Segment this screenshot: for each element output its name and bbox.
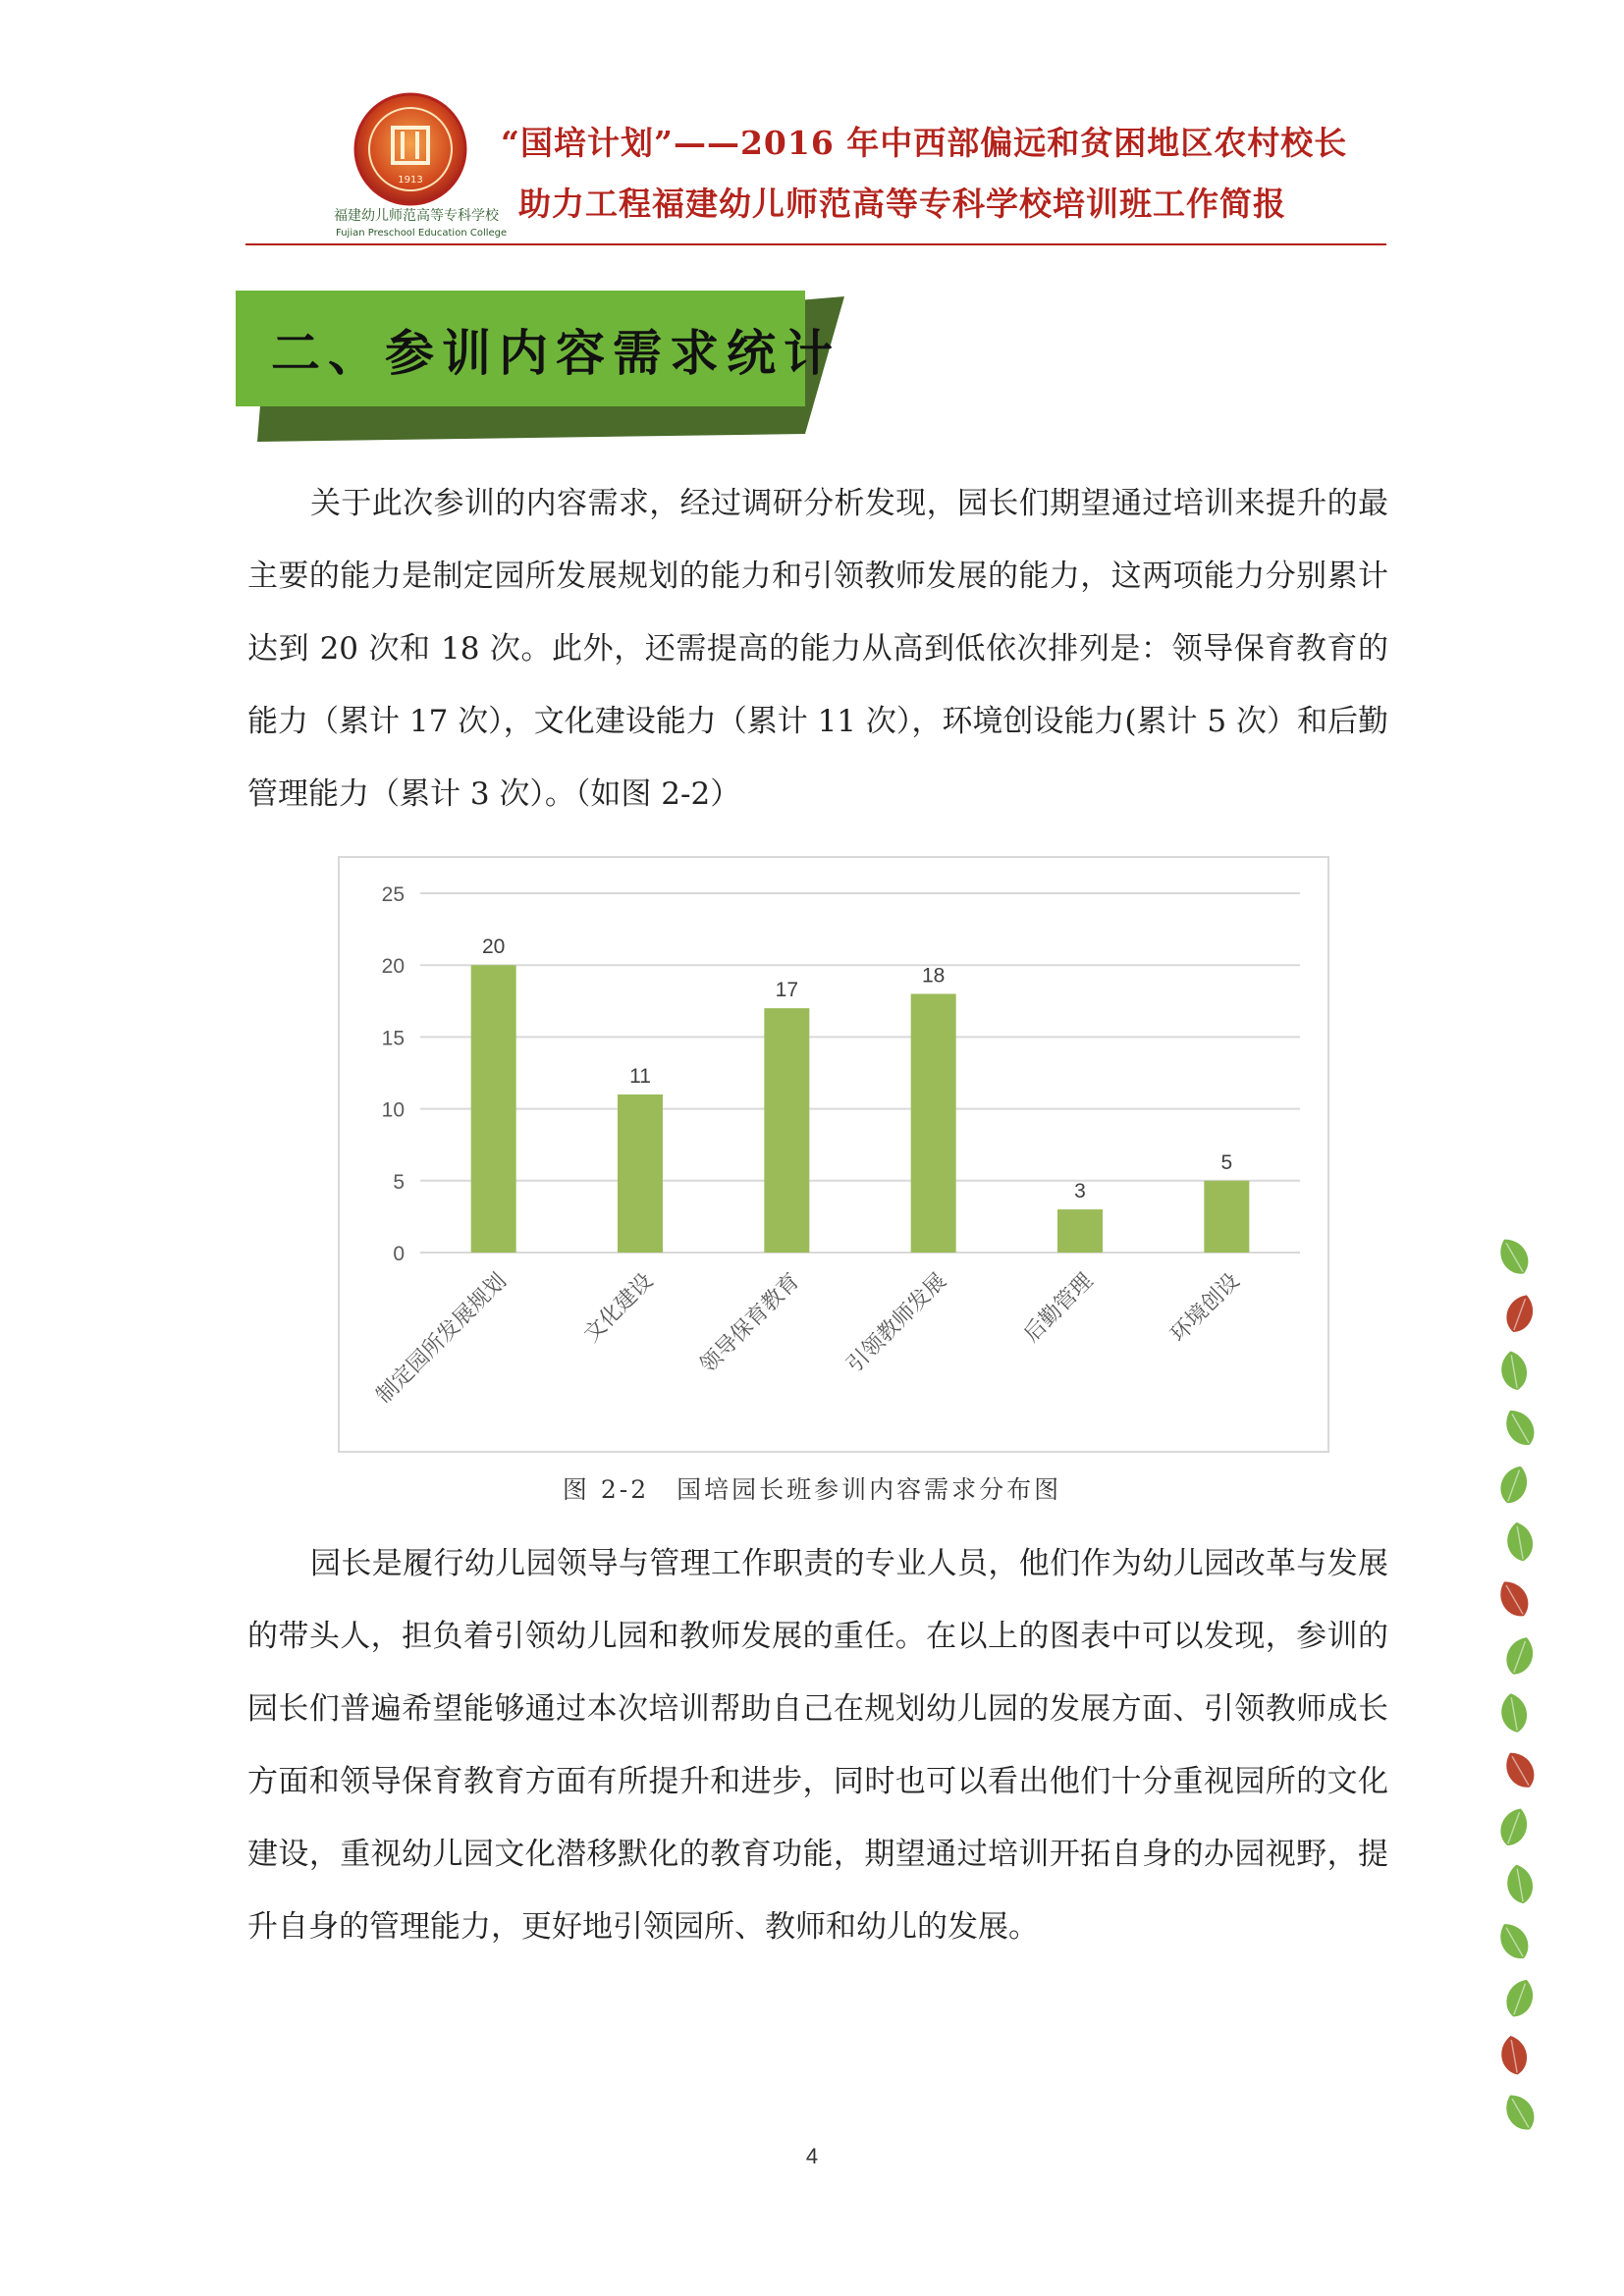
- bar: [1204, 1181, 1249, 1253]
- section-title: 二、参训内容需求统计: [271, 324, 840, 382]
- data-label: 20: [481, 935, 506, 959]
- x-tick-label: 后勤管理: [1019, 1268, 1099, 1348]
- intro-paragraph: [247, 467, 1388, 830]
- header-divider: [245, 243, 1386, 245]
- x-tick-label: 领导保育教育: [695, 1268, 805, 1378]
- bar-chart: [338, 856, 1329, 1453]
- y-tick-label: 0: [393, 1243, 405, 1265]
- bar: [618, 1095, 663, 1253]
- data-label: 3: [1074, 1180, 1086, 1203]
- y-tick-label: 15: [381, 1027, 405, 1050]
- chart-caption: 图 2-2 国培园长班参训内容需求分布图: [562, 1475, 1062, 1504]
- data-label: 17: [775, 979, 799, 1002]
- analysis-paragraph-text: 园长是履行幼儿园领导与管理工作职责的专业人员，他们作为幼儿园改革与发展的带头人，担负着引领幼儿园和教师发展的重任。在以上的图表中可以发现，参训的园长们普遍希望能够通过本次培训帮助自己在规划幼儿园的发展方面、引领教师成长方面和领导保育教育方面有所提升和进步，同时也可以看出他们十分重视园所的文化建设，重视幼儿园文化潜移默化的教育功能，期望通过培训开拓自身的办园视野，提升自身的管理能力，更好地引领园所、教师和幼儿的发展。: [247, 1546, 1388, 1945]
- header-title-line2: 助力工程福建幼儿师范高等专科学校培训班工作简报: [518, 185, 1286, 223]
- data-label: 11: [629, 1064, 651, 1088]
- x-tick-label: 制定园所发展规划: [371, 1268, 512, 1409]
- y-tick-label: 10: [381, 1098, 405, 1122]
- data-label: 18: [921, 964, 946, 988]
- school-logo: [245, 88, 511, 245]
- leaf-decoration: [1483, 1237, 1561, 2150]
- page-header: [245, 88, 1384, 245]
- svg-text:1913: 1913: [398, 175, 423, 186]
- header-title-line1: “国培计划”——2016 年中西部偏远和贫困地区农村校长: [501, 124, 1348, 162]
- bar-chart-svg: [340, 858, 1327, 1451]
- x-tick-label: 环境创设: [1165, 1268, 1245, 1348]
- page-number: 4: [805, 2144, 819, 2168]
- data-label: 5: [1220, 1150, 1233, 1174]
- bar: [471, 965, 516, 1253]
- leaf-icon: [1493, 1237, 1535, 1280]
- svg-text:Fujian Preschool Education Col: Fujian Preschool Education College: [336, 228, 508, 239]
- bar: [1057, 1209, 1103, 1253]
- x-tick-label: 引领教师发展: [841, 1268, 951, 1378]
- section-banner: [236, 287, 844, 444]
- intro-paragraph-text: 关于此次参训的内容需求，经过调研分析发现，园长们期望通过培训来提升的最主要的能力是制定园所发展规划的能力和引领教师发展的能力，这两项能力分别累计达到 20 次和 18 次。此外，还需提高的能力从高到低依次排列是：领导保育教育的能力（累计 17 次），文化建设能力（累计 11 次），环境创设能力(累计 5 次）和后勤管理能力（累计 3 次）。（如图 2-2）: [247, 486, 1388, 812]
- bar: [764, 1008, 809, 1253]
- analysis-paragraph: [247, 1527, 1388, 1963]
- y-tick-label: 20: [381, 955, 405, 979]
- y-tick-label: 25: [381, 883, 405, 906]
- y-tick-label: 5: [393, 1170, 405, 1194]
- svg-text:福建幼儿师范高等专科学校: 福建幼儿师范高等专科学校: [334, 208, 499, 224]
- bar: [911, 993, 956, 1253]
- x-tick-label: 文化建设: [579, 1268, 659, 1348]
